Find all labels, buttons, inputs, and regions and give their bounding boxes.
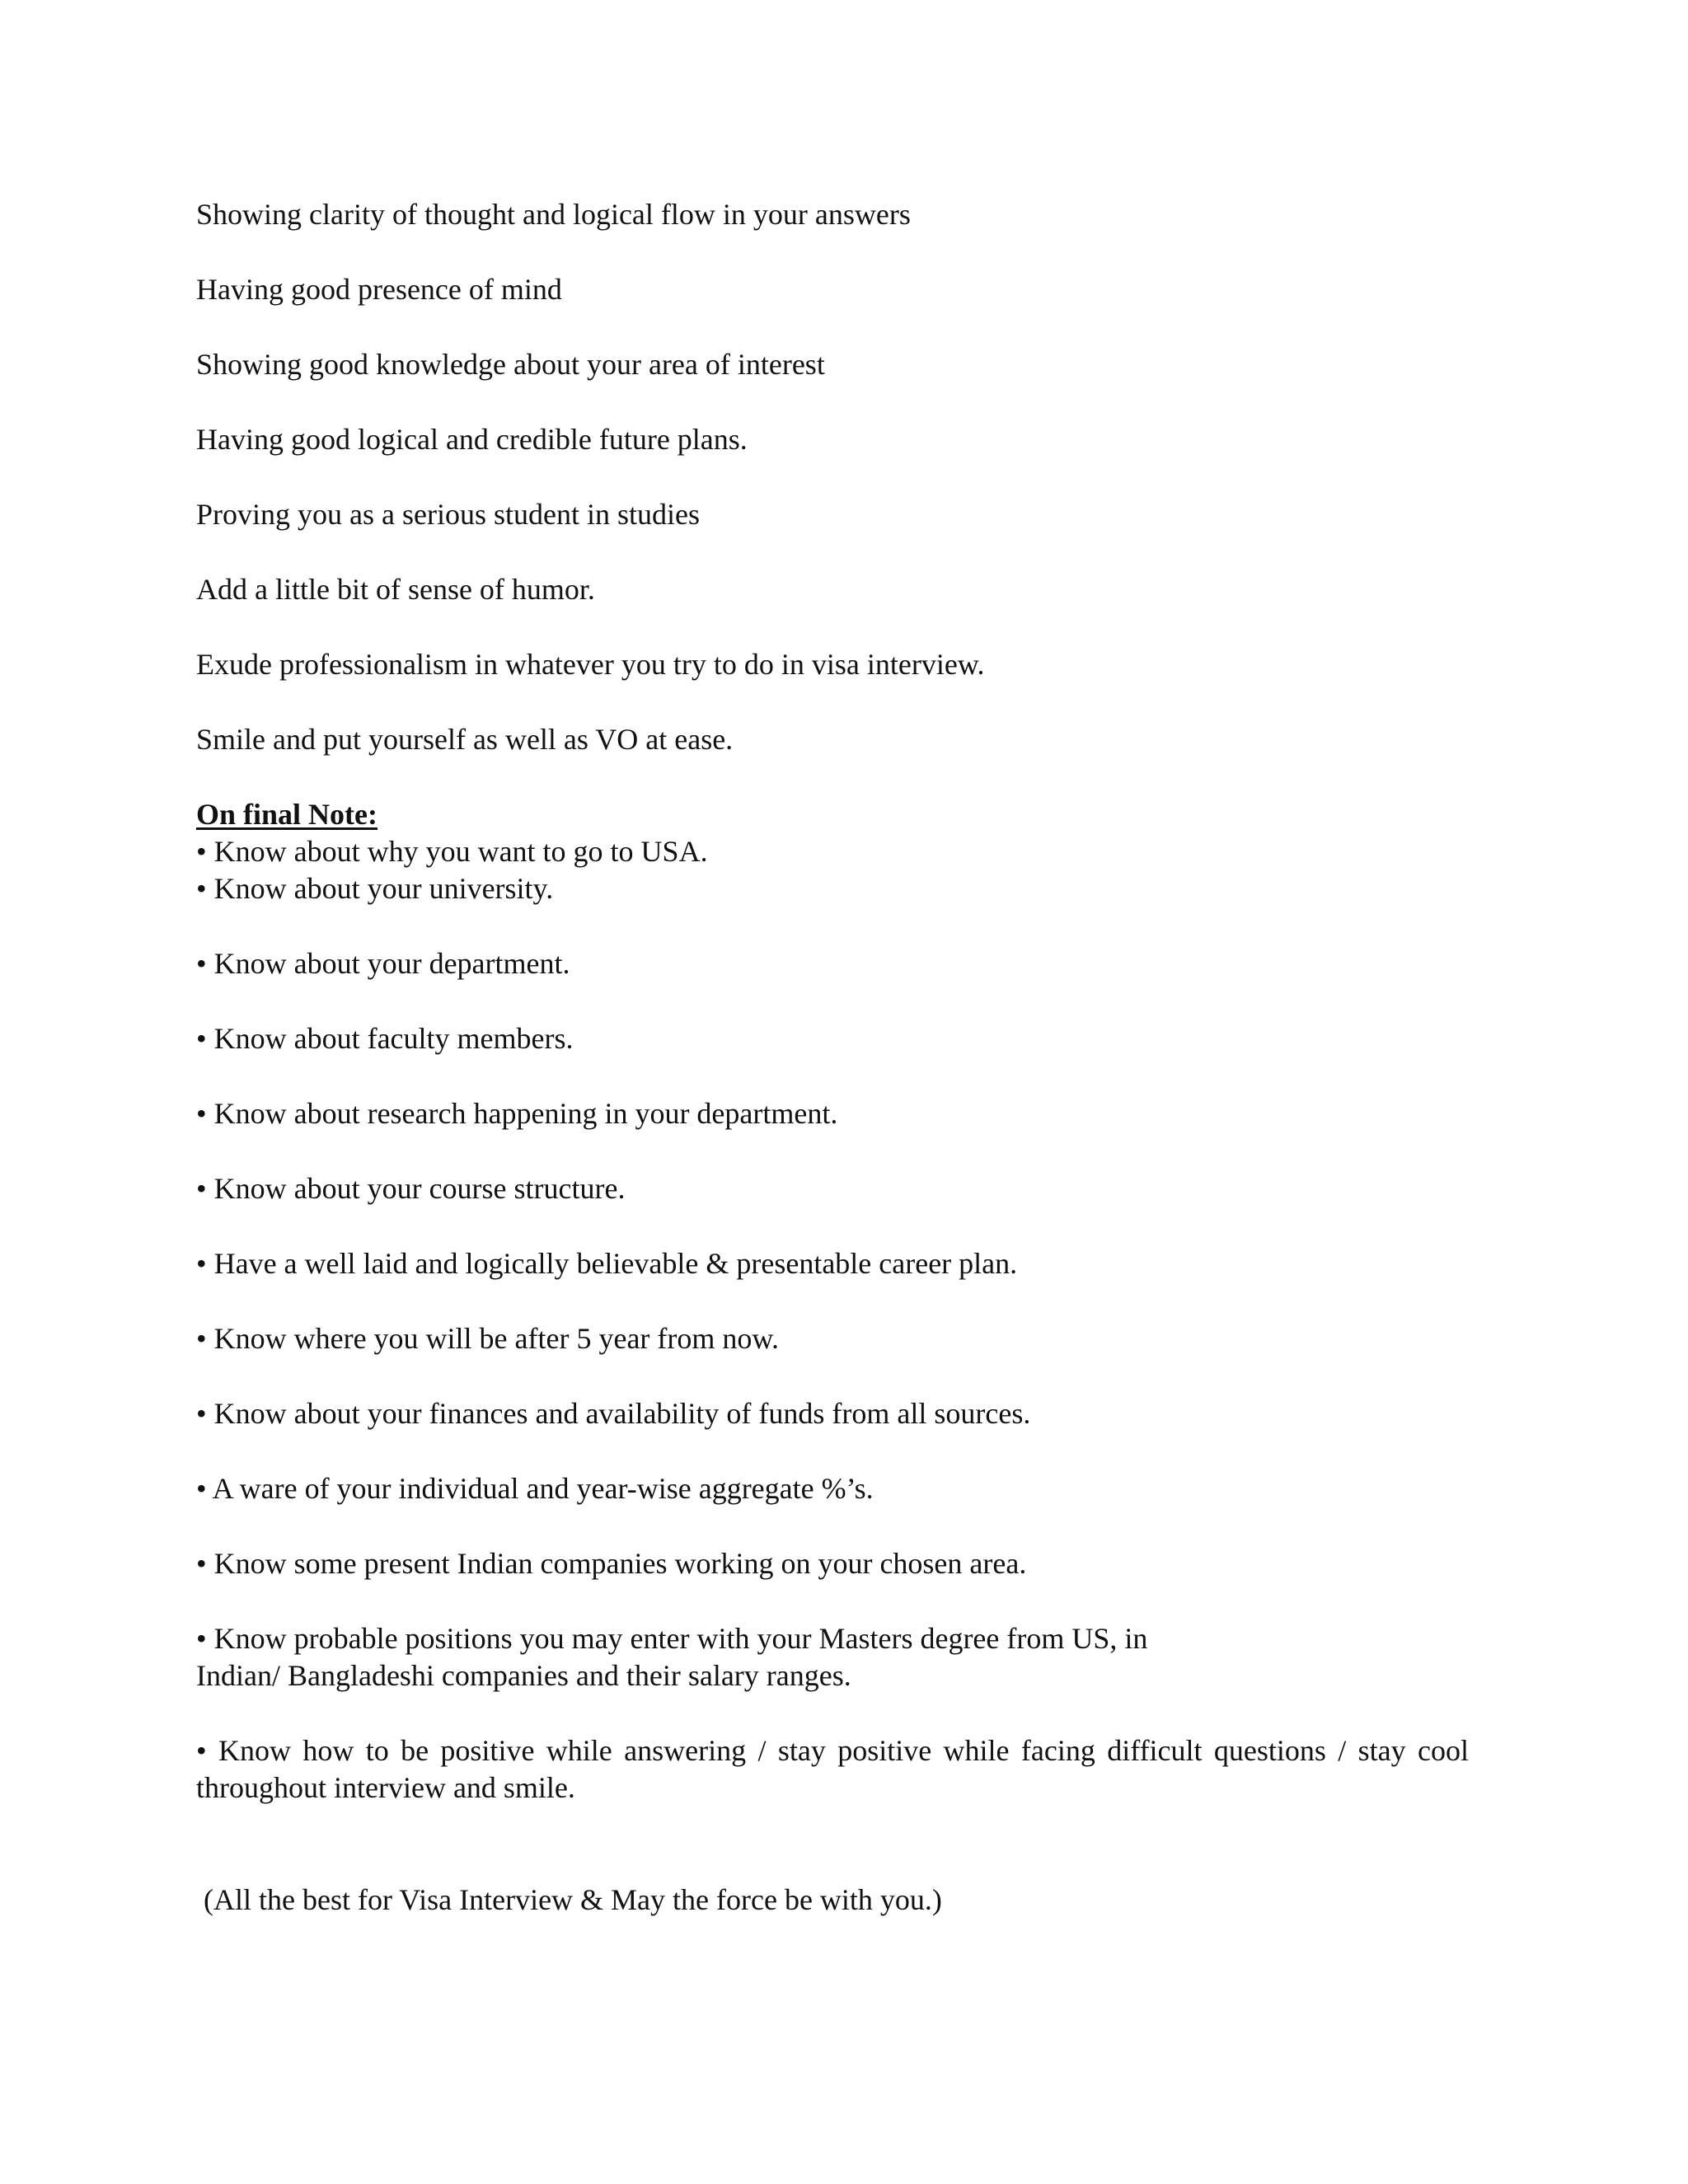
tip-line: Exude professionalism in whatever you try to do in visa interview.	[196, 648, 985, 681]
list-item: • Know about your university.	[196, 872, 554, 905]
tip-line: Add a little bit of sense of humor.	[196, 573, 595, 606]
list-item-continuation: Indian/ Bangladeshi companies and their salary ranges.	[196, 1659, 851, 1692]
list-item: • Know about your department.	[196, 947, 570, 980]
final-note-heading: On final Note:	[196, 798, 377, 831]
list-item: • Have a well laid and logically believable & presentable career plan.	[196, 1247, 1018, 1280]
list-item: • Know about why you want to go to USA.	[196, 835, 708, 868]
list-item: • Know some present Indian companies working on your chosen area.	[196, 1547, 1027, 1580]
tip-line: Having good logical and credible future plans.	[196, 423, 748, 456]
list-item-last: • Know how to be positive while answering / stay positive while facing difficult questions / stay cool throughout interview and smile.	[196, 1734, 1469, 1804]
closing-line: (All the best for Visa Interview & May the force be with you.)	[204, 1883, 942, 1916]
list-item: • Know where you will be after 5 year from now.	[196, 1322, 780, 1355]
list-item: • Know about your finances and availability of funds from all sources.	[196, 1397, 1031, 1430]
list-item: • Know about faculty members.	[196, 1022, 574, 1055]
list-item: • A ware of your individual and year-wise aggregate %’s.	[196, 1472, 874, 1505]
tip-line: Showing good knowledge about your area of interest	[196, 348, 825, 381]
tip-line: Showing clarity of thought and logical flow in your answers	[196, 198, 911, 231]
list-item: • Know about your course structure.	[196, 1172, 626, 1205]
list-item: • Know probable positions you may enter with your Masters degree from US, in	[196, 1622, 1148, 1655]
list-item: • Know about research happening in your department.	[196, 1097, 838, 1130]
tip-line: Having good presence of mind	[196, 273, 562, 306]
tip-line: Proving you as a serious student in studies	[196, 498, 700, 531]
tip-line: Smile and put yourself as well as VO at ease.	[196, 723, 734, 756]
